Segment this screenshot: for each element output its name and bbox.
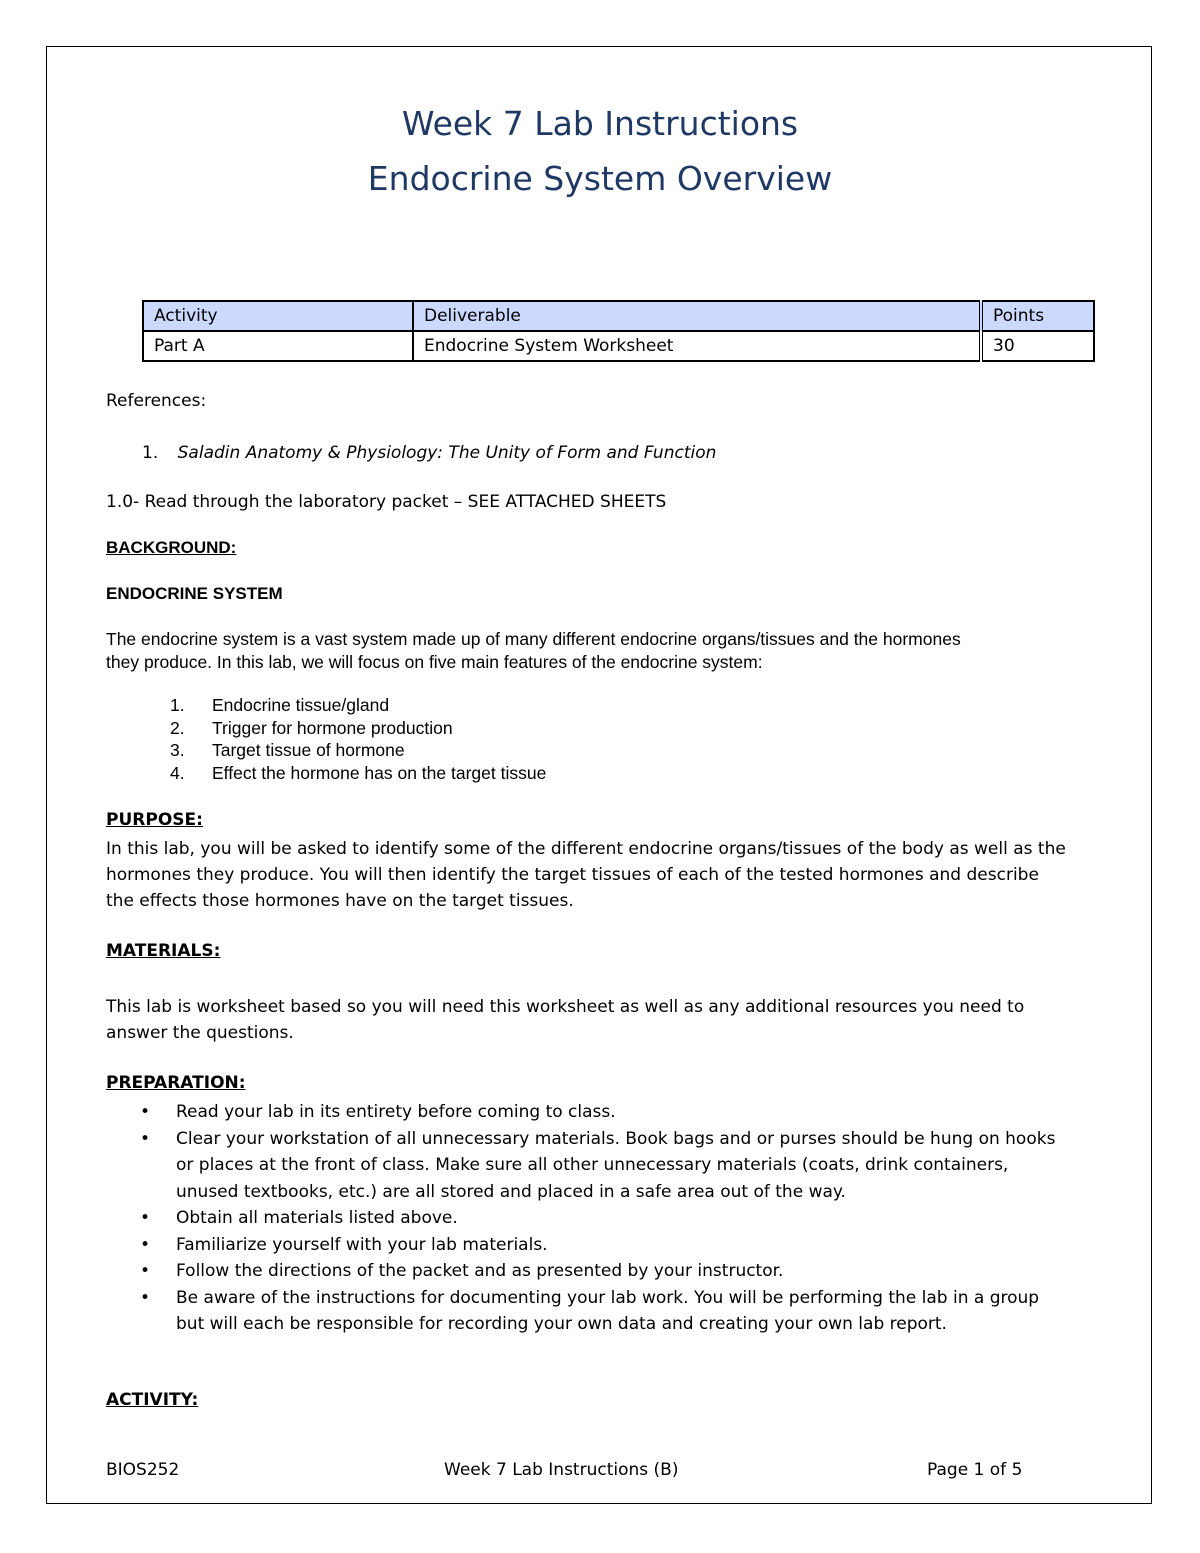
step-1-0: [106, 492, 666, 512]
list-text: unused textbooks, etc.) are all stored and placed in a safe area out of the way.: [176, 1181, 846, 1202]
list-text: Effect the hormone has on the target tissue: [212, 762, 547, 783]
list-text: Endocrine tissue/gland: [212, 695, 390, 715]
list-text: but will each be responsible for recording your own data and creating your own lab report.: [176, 1314, 947, 1334]
purpose-heading: PURPOSE:: [106, 810, 203, 830]
list-text: Target tissue of hormone: [212, 740, 405, 760]
background-heading: BACKGROUND:: [106, 538, 237, 557]
preparation-heading: PREPARATION:: [106, 1073, 246, 1093]
title-line-1: Week 7 Lab Instructions: [401, 104, 799, 143]
cell-activity: Part A: [143, 331, 413, 361]
footer-course: BIOS252: [106, 1460, 180, 1480]
list-item: [170, 739, 546, 762]
list-item: [170, 717, 546, 740]
header-activity: Activity: [143, 301, 413, 331]
background-line-2: they produce. In this lab, we will focus on five main features of the endocrine system:: [106, 652, 763, 672]
table-row: [143, 331, 1094, 361]
deliverables-table: [142, 300, 1095, 362]
reference-item: [142, 443, 716, 463]
bullet-icon: •: [140, 1208, 151, 1228]
step-label: 1.0-: [106, 492, 140, 512]
list-item: [140, 1099, 1096, 1126]
header-points: Points: [981, 301, 1094, 331]
bullet-icon: •: [140, 1102, 151, 1122]
list-item: [140, 1258, 1096, 1285]
list-text: Trigger for hormone production: [212, 717, 453, 738]
list-item: [140, 1126, 1096, 1206]
list-text: Familiarize yourself with your lab materials.: [176, 1234, 548, 1255]
materials-line: answer the questions.: [106, 1023, 294, 1043]
footer-document-title: Week 7 Lab Instructions (B): [444, 1460, 679, 1480]
bullet-icon: •: [140, 1234, 151, 1255]
list-item: [140, 1285, 1096, 1338]
list-number: 2.: [170, 717, 185, 738]
purpose-paragraph: [106, 836, 1096, 914]
preparation-list: [140, 1099, 1096, 1338]
reference-author: Saladin: [177, 443, 241, 463]
background-line-1: The endocrine system is a vast system made up of many different endocrine organs/tissues and the hormones: [106, 629, 961, 649]
endocrine-system-subheading: ENDOCRINE SYSTEM: [106, 584, 283, 603]
list-text: or places at the front of class. Make sure all other unnecessary materials (coats, drink containers,: [176, 1155, 1009, 1175]
list-item: [140, 1232, 1096, 1259]
materials-paragraph: [106, 994, 1096, 1046]
list-item: [170, 694, 546, 717]
purpose-line: the effects those hormones have on the target tissues.: [106, 891, 574, 911]
cell-points: 30: [981, 331, 1094, 361]
list-text: Read your lab in its entirety before coming to class.: [176, 1102, 616, 1122]
list-text: Clear your workstation of all unnecessary materials. Book bags and or purses should be hung on hooks: [176, 1128, 1056, 1149]
background-paragraph: [106, 628, 1096, 674]
bullet-icon: •: [140, 1287, 151, 1308]
bullet-icon: •: [140, 1128, 151, 1149]
reference-number: 1.: [142, 443, 159, 463]
footer-page-number: Page 1 of 5: [927, 1460, 1023, 1480]
purpose-line: In this lab, you will be asked to identify some of the different endocrine organs/tissues of the body as well as the: [106, 839, 1066, 859]
list-number: 3.: [170, 740, 185, 760]
header-deliverable: Deliverable: [413, 301, 981, 331]
cell-deliverable: Endocrine System Worksheet: [413, 331, 981, 361]
list-number: 1.: [170, 695, 185, 715]
reference-title: Anatomy & Physiology: The Unity of Form and Function: [245, 443, 717, 463]
list-text: Obtain all materials listed above.: [176, 1208, 458, 1228]
materials-line: This lab is worksheet based so you will need this worksheet as well as any additional resources you need to: [106, 997, 1025, 1017]
activity-heading: ACTIVITY:: [106, 1390, 199, 1410]
list-number: 4.: [170, 762, 185, 783]
table-header-row: [143, 301, 1094, 331]
features-list: [170, 694, 547, 784]
materials-heading: MATERIALS:: [106, 941, 221, 961]
references-label: References:: [106, 391, 207, 411]
bullet-icon: •: [140, 1261, 151, 1281]
list-text: Be aware of the instructions for documenting your lab work. You will be performing the lab in a group: [176, 1287, 1040, 1308]
step-text: Read through the laboratory packet – SEE ATTACHED SHEETS: [144, 492, 667, 512]
list-item: [140, 1205, 1096, 1232]
list-item: [170, 762, 547, 785]
title-line-2: Endocrine System Overview: [367, 159, 833, 198]
list-text: Follow the directions of the packet and as presented by your instructor.: [176, 1261, 784, 1281]
purpose-line: hormones they produce. You will then identify the target tissues of each of the tested hormones and describe: [106, 865, 1039, 885]
